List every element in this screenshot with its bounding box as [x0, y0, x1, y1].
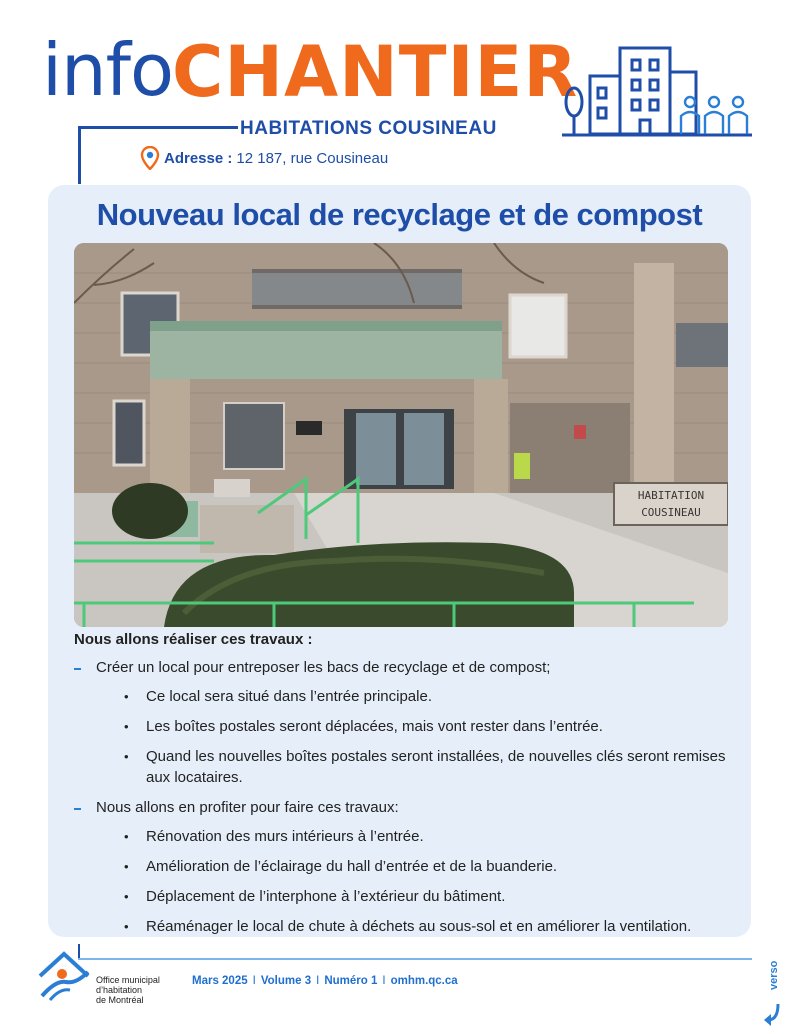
header [0, 0, 799, 185]
separator: I [252, 975, 256, 987]
separator: I [316, 975, 320, 987]
sub-list [96, 686, 734, 788]
dash-bullet [74, 668, 81, 670]
title-main: CHANTIER [172, 31, 579, 113]
photo-sign-line-1: HABITATION [637, 489, 705, 502]
photo-sign-line-2: COUSINEAU [641, 506, 701, 519]
dash-bullet [74, 808, 81, 810]
header-divider-vertical [78, 126, 81, 184]
building-photo [74, 243, 728, 627]
article-card [48, 185, 751, 937]
omhm-logo-icon [36, 946, 92, 1002]
bullet-icon: • [124, 829, 129, 844]
bullet-icon: • [124, 749, 129, 764]
issue-info [192, 975, 458, 987]
project-name: HABITATIONS COUSINEAU [240, 118, 497, 139]
sub-list [96, 826, 734, 937]
list-item [74, 798, 734, 937]
article-title: Nouveau local de recyclage et de compost [96, 197, 703, 232]
issue-date: Mars 2025 [192, 975, 248, 987]
issue-number: Numéro 1 [324, 975, 378, 987]
buildings-people-icon [562, 44, 752, 140]
bullet-icon: • [124, 889, 129, 904]
separator: I [382, 975, 386, 987]
list-item-text: Nous allons en profiter pour faire ces travaux: [96, 799, 399, 816]
sub-list-item: • Rénovation des murs intérieurs à l’entrée. [124, 828, 424, 845]
sub-list-item: • Ce local sera situé dans l’entrée principale. [124, 688, 432, 705]
list-item [74, 658, 734, 788]
verso-label[interactable]: verso [768, 960, 780, 990]
article-body [74, 631, 734, 947]
address [140, 146, 388, 170]
works-lead: Nous allons réaliser ces travaux : [74, 631, 313, 648]
address-value: 12 187, rue Cousineau [236, 149, 389, 167]
website-link[interactable]: omhm.qc.ca [390, 975, 458, 987]
header-divider [78, 126, 238, 129]
bullet-icon: • [124, 859, 129, 874]
footer-divider [78, 958, 752, 960]
title-prefix: info [42, 28, 174, 112]
issue-volume: Volume 3 [260, 975, 312, 987]
map-pin-icon [140, 146, 160, 170]
sub-list-item: • Les boîtes postales seront déplacées, mais vont rester dans l’entrée. [124, 718, 603, 735]
address-label: Adresse : [164, 149, 233, 167]
sub-list-item: • Quand les nouvelles boîtes postales seront installées, de nouvelles clés seront remises aux locataires. [124, 748, 726, 786]
sub-list-item: • Déplacement de l’interphone à l’extérieur du bâtiment. [124, 888, 506, 905]
sub-list-item: • Réaménager le local de chute à déchets au sous-sol et en améliorer la ventilation. [124, 918, 692, 935]
bullet-icon: • [124, 719, 129, 734]
org-name: Office municipal d’habitation de Montréal [96, 975, 160, 1005]
bullet-icon: • [124, 689, 129, 704]
sub-list-item: • Amélioration de l’éclairage du hall d’entrée et de la buanderie. [124, 858, 558, 875]
list-item-text: Créer un local pour entreposer les bacs de recyclage et de compost; [96, 659, 551, 676]
bullet-icon: • [124, 919, 129, 934]
